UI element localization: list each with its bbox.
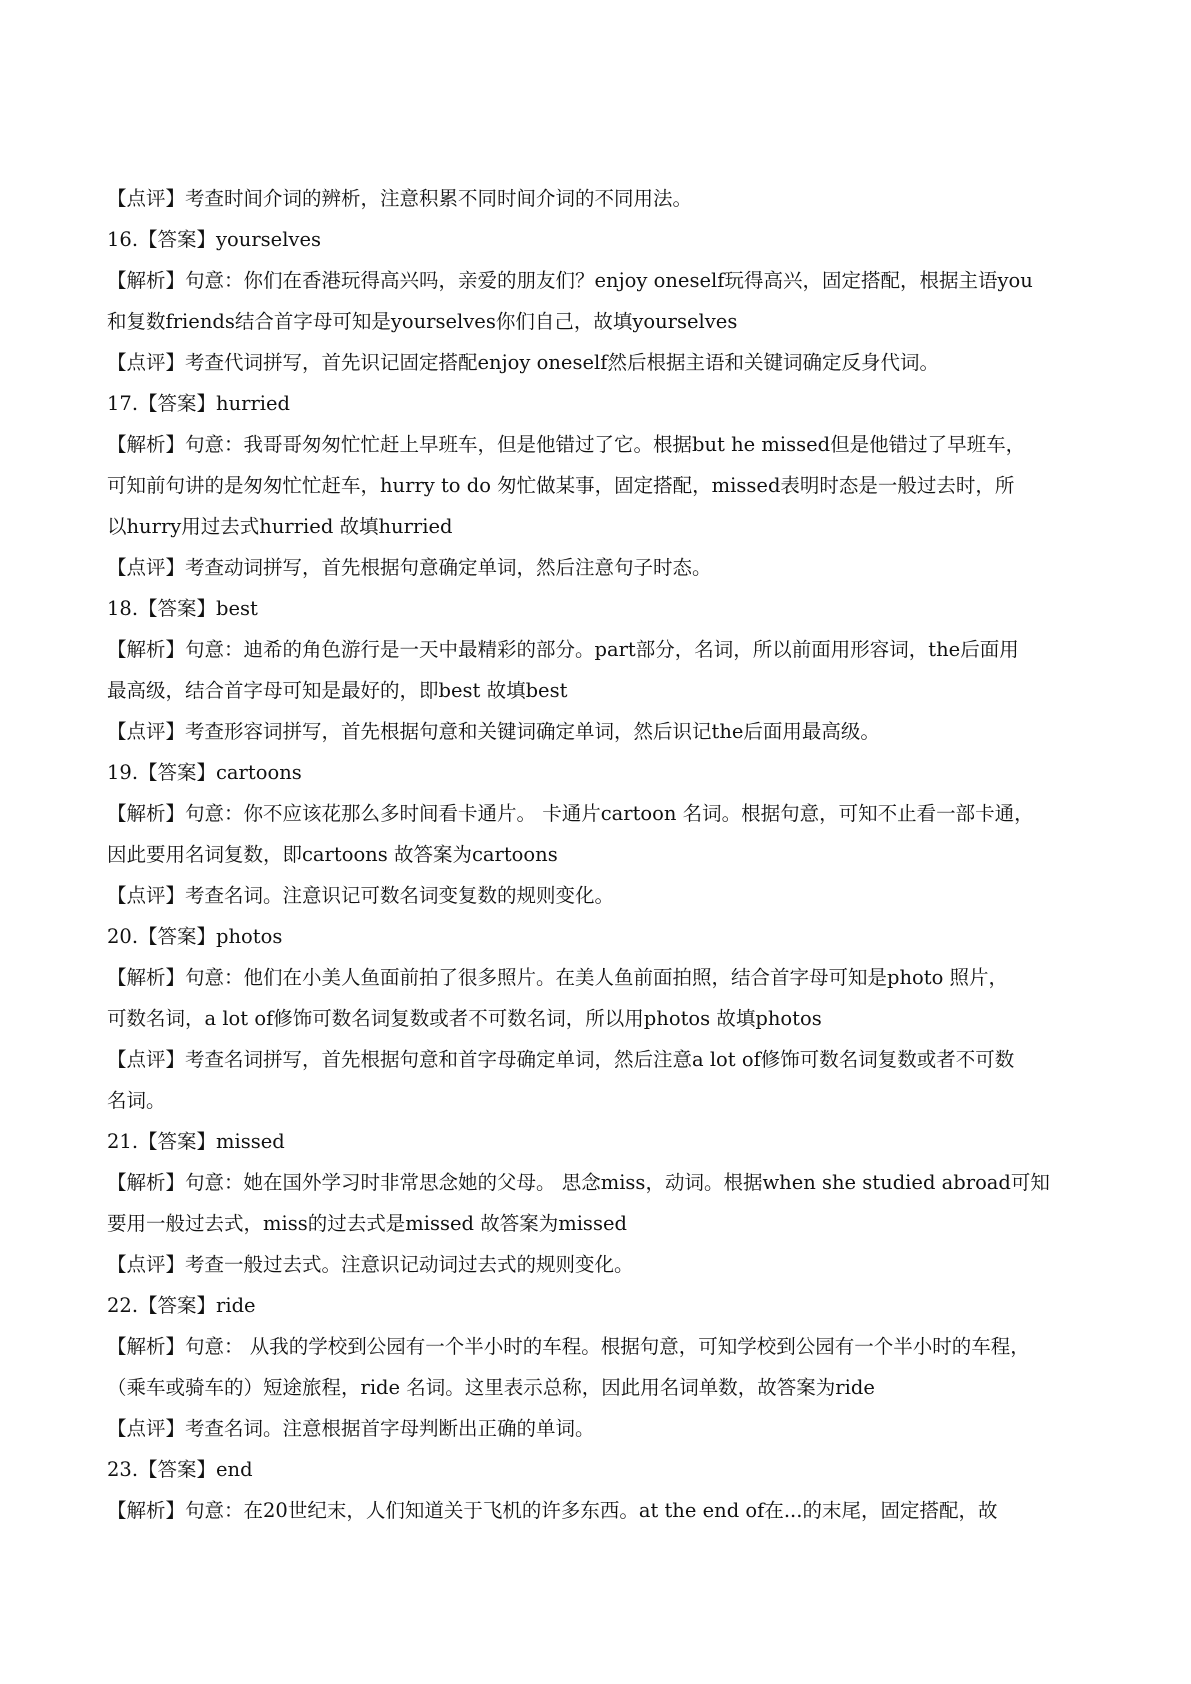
analysis-line: （乘车或骑车的）短途旅程，ride 名词。这里表示总称，因此用名词单数，故答案为ride [107,1376,875,1399]
analysis-line: 【解析】句意：你们在香港玩得高兴吗，亲爱的朋友们？enjoy oneself玩得高兴，固定搭配，根据主语you [107,269,1033,292]
comment-line: 名词。 [107,1089,166,1112]
comment-line: 【点评】考查名词拼写，首先根据句意和首字母确定单词，然后注意a lot of修饰可数名词复数或者不可数 [107,1048,1015,1071]
analysis-line: 【解析】句意：迪希的角色游行是一天中最精彩的部分。part部分，名词，所以前面用形容词，the后面用 [107,638,1019,661]
analysis-line: 可数名词，a lot of修饰可数名词复数或者不可数名词，所以用photos 故填photos [107,1007,822,1030]
answer-line-19: 19.【答案】cartoons [107,761,302,784]
analysis-line: 【解析】句意：你不应该花那么多时间看卡通片。 卡通片cartoon 名词。根据句意，可知不止看一部卡通， [107,802,1034,825]
analysis-line: 可知前句讲的是匆匆忙忙赶车，hurry to do 匆忙做某事，固定搭配，missed表明时态是一般过去时，所 [107,474,1015,497]
comment-line: 【点评】考查名词。注意识记可数名词变复数的规则变化。 [107,884,615,907]
answer-line-18: 18.【答案】best [107,597,258,620]
comment-line: 【点评】考查时间介词的辨析，注意积累不同时间介词的不同用法。 [107,187,693,210]
analysis-line: 【解析】句意： 从我的学校到公园有一个半小时的车程。根据句意，可知学校到公园有一个半小时的车程， [107,1335,1030,1358]
answer-line-22: 22.【答案】ride [107,1294,256,1317]
comment-line: 【点评】考查动词拼写，首先根据句意确定单词，然后注意句子时态。 [107,556,712,579]
comment-line: 【点评】考查形容词拼写，首先根据句意和关键词确定单词，然后识记the后面用最高级。 [107,720,880,743]
analysis-line: 要用一般过去式，miss的过去式是missed 故答案为missed [107,1212,627,1235]
analysis-line: 因此要用名词复数，即cartoons 故答案为cartoons [107,843,558,866]
comment-line: 【点评】考查代词拼写，首先识记固定搭配enjoy oneself然后根据主语和关键词确定反身代词。 [107,351,939,374]
analysis-line: 【解析】句意：在20世纪末，人们知道关于飞机的许多东西。at the end of在...的末尾，固定搭配，故 [107,1499,998,1522]
analysis-line: 【解析】句意：她在国外学习时非常思念她的父母。 思念miss，动词。根据when she studied abroad可知 [107,1171,1050,1194]
answer-line-16: 16.【答案】yourselves [107,228,321,251]
comment-line: 【点评】考查一般过去式。注意识记动词过去式的规则变化。 [107,1253,634,1276]
comment-line: 【点评】考查名词。注意根据首字母判断出正确的单词。 [107,1417,595,1440]
analysis-line: 【解析】句意：我哥哥匆匆忙忙赶上早班车，但是他错过了它。根据but he missed但是他错过了早班车， [107,433,1026,456]
answer-line-23: 23.【答案】end [107,1458,253,1481]
analysis-line: 和复数friends结合首字母可知是yourselves你们自己，故填yourselves [107,310,738,333]
answer-line-20: 20.【答案】photos [107,925,283,948]
answer-explanations [107,178,1090,1531]
analysis-line: 以hurry用过去式hurried 故填hurried [107,515,453,538]
answer-line-21: 21.【答案】missed [107,1130,285,1153]
analysis-line: 最高级，结合首字母可知是最好的，即best 故填best [107,679,568,702]
analysis-line: 【解析】句意：他们在小美人鱼面前拍了很多照片。在美人鱼前面拍照，结合首字母可知是photo 照片， [107,966,1009,989]
answer-line-17: 17.【答案】hurried [107,392,291,415]
